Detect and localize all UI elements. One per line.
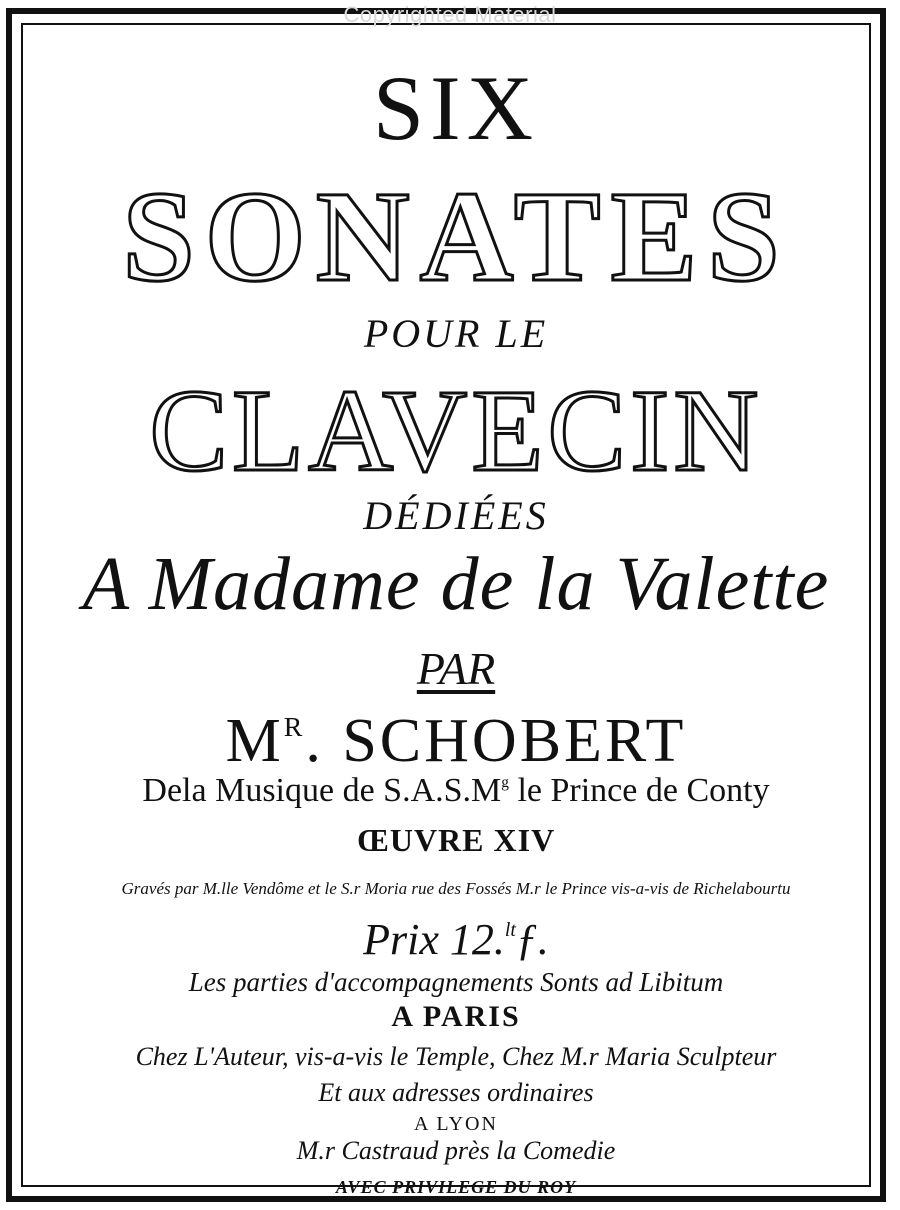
parts-note: Les parties d'accompagnements Sonts ad Libitum [188, 967, 724, 997]
price-text: Prix 12. [363, 915, 505, 964]
copyright-watermark: Copyrighted Material [343, 2, 557, 27]
composer-surname: . SCHOBERT [305, 707, 687, 775]
engraver-line: Gravés par M.lle Vendôme et le S.r Moria rue des Fossés M.r le Prince vis-a-vis de Richelabourtu [121, 879, 791, 898]
affiliation-start: Dela Musique de S.A.S.M [142, 772, 502, 809]
opus-number: ŒUVRE XIV [356, 822, 556, 858]
subtitle-pour-le: POUR LE [363, 311, 549, 356]
par-label: PAR [416, 643, 496, 694]
price [12, 915, 900, 964]
affiliation-end: le Prince de Conty [508, 772, 770, 809]
title-page-frame [6, 8, 886, 1202]
city-paris: A PARIS [391, 1000, 521, 1033]
composer-name [12, 707, 900, 775]
price-sup: lt [504, 919, 516, 942]
title-six: SIX [372, 57, 540, 159]
title-clavecin: CLAVECIN [149, 365, 763, 496]
composer-prefix: M [225, 707, 284, 775]
publisher-address: Chez L'Auteur, vis-a-vis le Temple, Chez M.r Maria Sculpteur [135, 1042, 777, 1071]
city-lyon: A LYON [414, 1113, 498, 1135]
affiliation-sup: g [501, 774, 509, 792]
lyon-seller: M.r Castraud près la Comedie [296, 1136, 616, 1165]
composer-prefix-sup: R [283, 711, 306, 743]
ordinary-addresses: Et aux adresses ordinaires [318, 1078, 594, 1107]
dedication: A Madame de la Valette [82, 542, 830, 626]
royal-privilege: AVEC PRIVILEGE DU ROY [335, 1177, 577, 1197]
composer-affiliation [12, 774, 900, 808]
title-sonates: SONATES [122, 165, 790, 309]
subtitle-dediees: DÉDIÉES [363, 493, 549, 538]
price-end: ƒ. [515, 915, 549, 964]
